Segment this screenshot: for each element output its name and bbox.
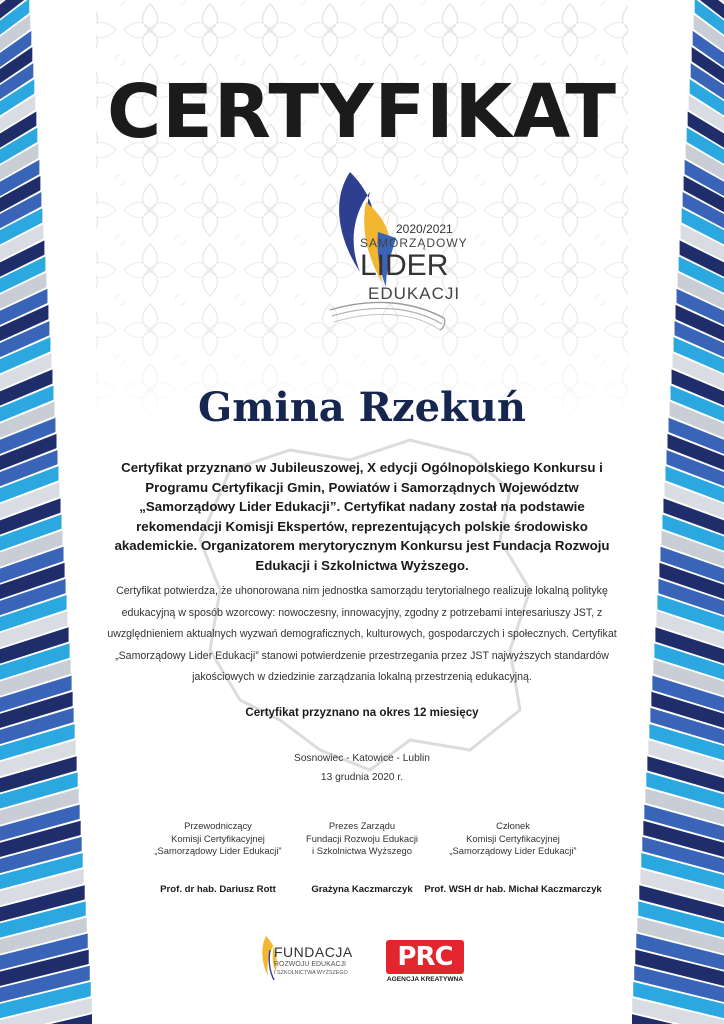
place-date-block [0,749,724,787]
signer-2-name: Grażyna Kaczmarczyk [311,884,413,895]
signer-1-name: Prof. dr hab. Dariusz Rott [160,884,276,895]
fundacja-name: FUNDACJA [274,944,353,960]
signer-role-line: Przewodniczący [184,820,252,831]
right-border-rope-icon [628,0,724,1024]
prc-logo: PRC [386,940,464,974]
signer-3-role [413,820,613,858]
fundacja-subtitle: ROZWOJU EDUKACJI [274,961,346,968]
signer-3-name: Prof. WSH dr hab. Michał Kaczmarczyk [424,884,602,895]
fundacja-flame-logo-icon [258,930,368,990]
recipient-name: Gmina Rzekuń [198,384,526,431]
validity-period: Certyfikat przyznano na okres 12 miesięcy [245,706,479,719]
certificate-title: CERTYFIKAT [106,69,617,155]
prc-subtitle: AGENCJA KREATYWNA [386,976,464,983]
signer-role-line: Prezes Zarządu [328,820,396,831]
logo-edukacji: EDUKACJI [368,284,461,303]
signer-role-line: „Samorządowy Lider Edukacji” [449,845,577,856]
fundacja-subtitle-2: I SZKOLNICTWA WYŻSZEGO [274,970,348,976]
signer-role-line: Komisji Certyfikacyjnej [171,832,265,844]
signer-role-line: Członek [496,820,530,831]
left-border-rope-icon [0,0,96,1024]
signer-role-line: i Szkolnictwa Wyższego [312,845,412,856]
signer-role-line: Fundacji Rozwoju Edukacji [305,832,419,844]
logo-year: 2020/2021 [396,222,453,236]
signer-role-line: „Samorządowy Lider Edukacji” [154,845,282,856]
place-text: Sosnowiec - Katowice - Lublin [294,753,430,764]
intro-paragraph: Certyfikat przyznano w Jubileuszowej, X edycji Ogólnopolskiego Konkursu i Programu Certyfikacji Gmin, Powiatów i Samorządnych Województw „Samorządowy Lider Edukacji”. Certyfikat nadany został na podstawie rekomendacji Komisji Ekspertów, reprezentujących polskie środowisko akademickie. Organizatorem merytorycznym Konkursu jest Fundacja Rozwoju Edukacji i Szkolnictwa Wyższego. [114,460,610,573]
date-text: 13 grudnia 2020 r. [320,772,404,783]
body-paragraph: Certyfikat potwierdza, że uhonorowana nim jednostka samorządu terytorialnego realizuje lokalną politykę edukacyjną w sposób wzorcowy: nowoczesny, innowacyjny, zgodny z potrzebami interesariuszy JST, z uwzględnieniem aktualnych wyzwań demograficznych, kulturowych, gospodarczych i społecznych. Certyfikat „Samorządowy Lider Edukacji” stanowi potwierdzenie przestrzegania przez JST najwyższych standardów jakościowych w dziedzinie zarządzania lokalną przestrzenią edukacyjną. [107,585,617,683]
signer-role-line: Komisji Certyfikacyjnej [466,832,560,844]
logo-lider: LIDER [360,249,449,282]
logo-samorzadowy: SAMORZĄDOWY [360,236,468,250]
